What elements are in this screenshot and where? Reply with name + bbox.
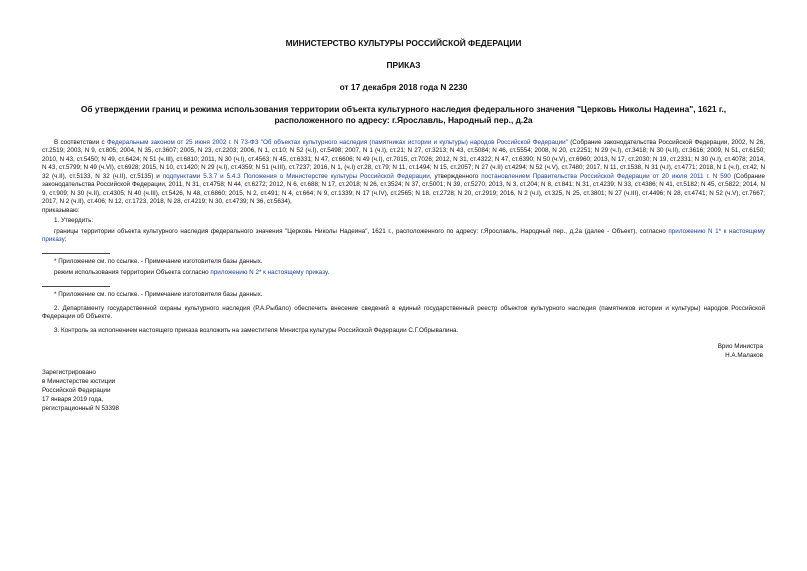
appendix-2-link[interactable]: приложению N 2* к настоящему приказу (210, 268, 328, 276)
item-1-label: 1. Утвердить: (54, 217, 94, 225)
preamble-text-2: (Собрание законодательства Российской Федерации, 2002, N 26, ст.2519; 2003, N 9, ст.805; 2004, N 35, ст.3607; 2005, N 23, ст.2203; 2006, N 1, ст.10; N 52 (ч.I), ст.5498; 2007, N 1 (ч.I), ст.21; N 27, ст.3213; N 43, ст.5084; N 46, ст.5554; 2008, N 20, ст.2251; N 29 (ч.I), ст.3418; N 30 (ч.II), ст.3616; 2009, N 51, ст.6150; 2010, N 43, ст.5450; N 49, ст.6424; N 51 (ч.III), ст.6810; 2011, N 30 (ч.I), ст.4563; N 45, ст.6331; N 47, ст.6606; N 49 (ч.I), ст.7015, ст.7026; 2012, N 31, ст.4322; N 47, ст.6390; N 50 (ч.V), ст.6960; 2013, N 17, ст.2030; N 19, ст.2331; N 30 (ч.I), ст.4078; 2014, N 43, ст.5799; N 49 (ч.VI), ст.6928; 2015, N 10, ст.1420; N 29 (ч.I), ст.4359; N 51 (ч.III), ст.7237; 2016, N 1, (ч.I) ст.28, ст.79; N 11, ст.1494; N 15, ст.2057; N 27 (ч.II) ст.4294; N 52 (ч.V), ст.7480; 2017, N 11, ст.1538, N 31 (ч.I), ст.4771; 2018, N 1 (ч.I), ст.42, N 32 (ч.II), ст.5133, N 32 (ч.II), ст.5135) и (42, 139, 765, 180)
item-1a-end: ; (64, 235, 67, 243)
federal-law-link[interactable]: Федеральным законом от 25 июня 2002 г. N 73-ФЗ "Об объектах культурного наследия (памятниках истории и культуры) народов Российской Федерации" (106, 139, 568, 146)
registration-block (42, 368, 765, 413)
preamble-paragraph (42, 139, 765, 207)
registration-line-5: регистрационный N 53398 (42, 405, 120, 413)
signature-block (42, 342, 765, 360)
registration-line-3: Российской Федерации (42, 387, 111, 395)
doc-type-heading: ПРИКАЗ (386, 60, 421, 70)
signature-position: Врио Министра (717, 343, 763, 351)
registration-line-4: 17 января 2019 года, (42, 396, 104, 404)
preamble-text-4: (Собрание законодательства Российской Федерации, 2011, N 31, ст.4758; N 44, ст.6272; 2012, N 6, ст.688; N 17, ст.2018; N 26, ст.3524; N 37, ст.5001; N 39, ст.5270; 2013, N 3, ст.204; N 8, ст.841; N 31, ст.4239; N 33, ст.4386; N 41, ст.5182; N 45, ст.5822; 2014, N 9, ст.909; N 30 (ч.II), ст.4305; N 40 (ч.III), ст.5426, N 48, ст.6860; 2015, N 2, ст.491; N 4, ст.664; N 9, ст.1339; N 17 (ч.IV), ст.2565; N 18, ст.2728; N 20, ст.2919; 2016, N 2 (ч.I), ст.325, N 25, ст.3801; N 27 (ч.III), ст.4496; N 28, ст.4741; N 52 (ч.V), ст.7667; 2017, N 2 (ч.II), ст.406; N 12, ст.1723, 2018, N 28, ст.4219; N 30, ст.4739; N 36, ст.5634), (42, 172, 765, 206)
item-2: 2. Департаменту государственной охраны культурного наследия (Р.А.Рыбало) обеспечить внесение сведений в единый государственный реестр объектов культурного наследия (памятников истории и культуры) народов Российской Федерации об Объекте. (42, 304, 765, 321)
signature-name: Н.А.Малаков (725, 352, 763, 360)
registration-line-1: Зарегистрировано (42, 369, 96, 377)
footnote-divider (42, 286, 110, 287)
preamble-text-3: , утвержденного (429, 172, 482, 180)
regulation-subpoints-link[interactable]: подпунктами 5.3.7 и 5.4.3 Положения о Министерстве культуры Российской Федерации (162, 172, 430, 180)
subject-heading: Об утверждении границ и режима использования территории объекта культурного наследия федерального значения "Церковь Николы Надеина", 1621 г., расположенного по адресу: г.Ярославль, Народный пер., д.2а (80, 104, 727, 125)
item-1b-text: режим использования территории Объекта согласно (54, 268, 211, 276)
ministry-heading: МИНИСТЕРСТВО КУЛЬТУРЫ РОССИЙСКОЙ ФЕДЕРАЦИИ (285, 38, 522, 48)
footnote-1: * Приложение см. по ссылке. - Примечание изготовителя базы данных. (54, 258, 263, 266)
preamble-text-1: В соответствии с (54, 139, 107, 146)
item-1b-end: . (327, 268, 330, 276)
item-3: 3. Контроль за исполнением настоящего приказа возложить на заместителя Министра культуры Российской Федерации С.Г.Обрывалина. (54, 326, 459, 334)
government-decree-link[interactable]: постановлением Правительства Российской Федерации от 20 июля 2011 г. N 590 (481, 172, 731, 180)
footnote-divider (42, 253, 110, 254)
item-1-boundaries (42, 228, 765, 245)
date-number-heading: от 17 декабря 2018 года N 2230 (339, 82, 468, 92)
footnote-2: * Приложение см. по ссылке. - Примечание изготовителя базы данных. (54, 291, 263, 299)
item-1a-text: границы территории объекта культурного наследия федерального значения "Церковь Николы Надеина", 1621 г., расположенного по адресу: г.Ярославль, Народный пер., д.2а (далее - Объект), согласно (54, 227, 669, 235)
order-word: приказываю: (42, 206, 80, 214)
item-1-regime (42, 269, 765, 277)
registration-line-2: в Министерстве юстиции (42, 378, 116, 386)
appendix-1-link[interactable]: приложению N 1* к настоящему приказу (42, 227, 765, 243)
